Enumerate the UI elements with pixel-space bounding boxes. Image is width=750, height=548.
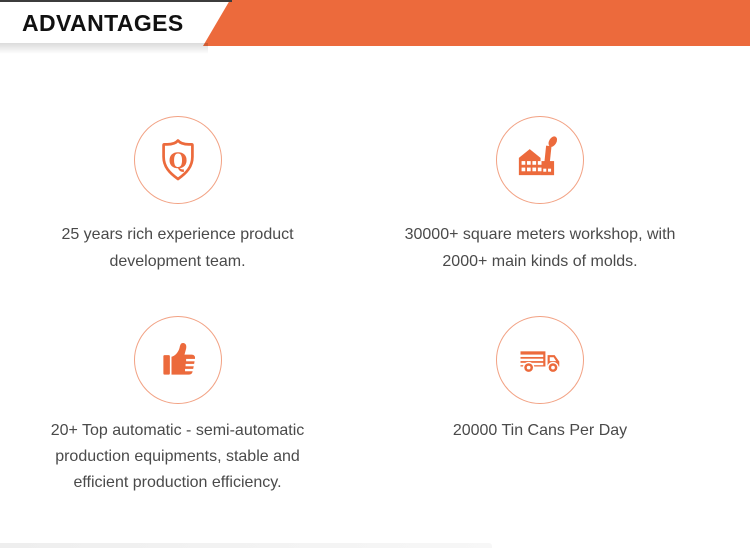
next-section-edge [0,543,492,548]
caption-line: 20000 Tin Cans Per Day [452,422,628,439]
section-header [0,0,750,56]
icon-circle [496,316,584,404]
header-orange-band [200,0,750,46]
advantage-text [375,221,705,275]
icon-circle [134,116,222,204]
advantage-text [0,418,355,496]
advantage-card-capacity [375,316,705,444]
quality-letter: Q [168,149,187,175]
caption-line: 25 years rich experience product [61,226,294,243]
advantage-card-workshop [375,116,705,275]
caption-line: development team. [109,253,246,270]
caption-line: 30000+ square meters workshop, with [404,226,676,243]
icon-circle [496,116,584,204]
advantage-text [0,221,355,275]
delivery-truck-icon [514,334,566,386]
caption-line: production equipments, stable and [55,448,300,465]
thumbs-up-icon [152,334,204,386]
factory-icon [514,134,566,186]
caption-line: 2000+ main kinds of molds. [442,253,638,270]
advantage-card-equipment [0,316,355,496]
icon-circle [134,316,222,404]
quality-shield-icon [152,134,204,186]
advantage-text [375,418,705,444]
advantage-card-experience [0,116,355,275]
section-title: ADVANTAGES [22,10,184,36]
caption-line: 20+ Top automatic - semi-automatic [50,422,305,439]
caption-line: efficient production efficiency. [73,474,282,491]
